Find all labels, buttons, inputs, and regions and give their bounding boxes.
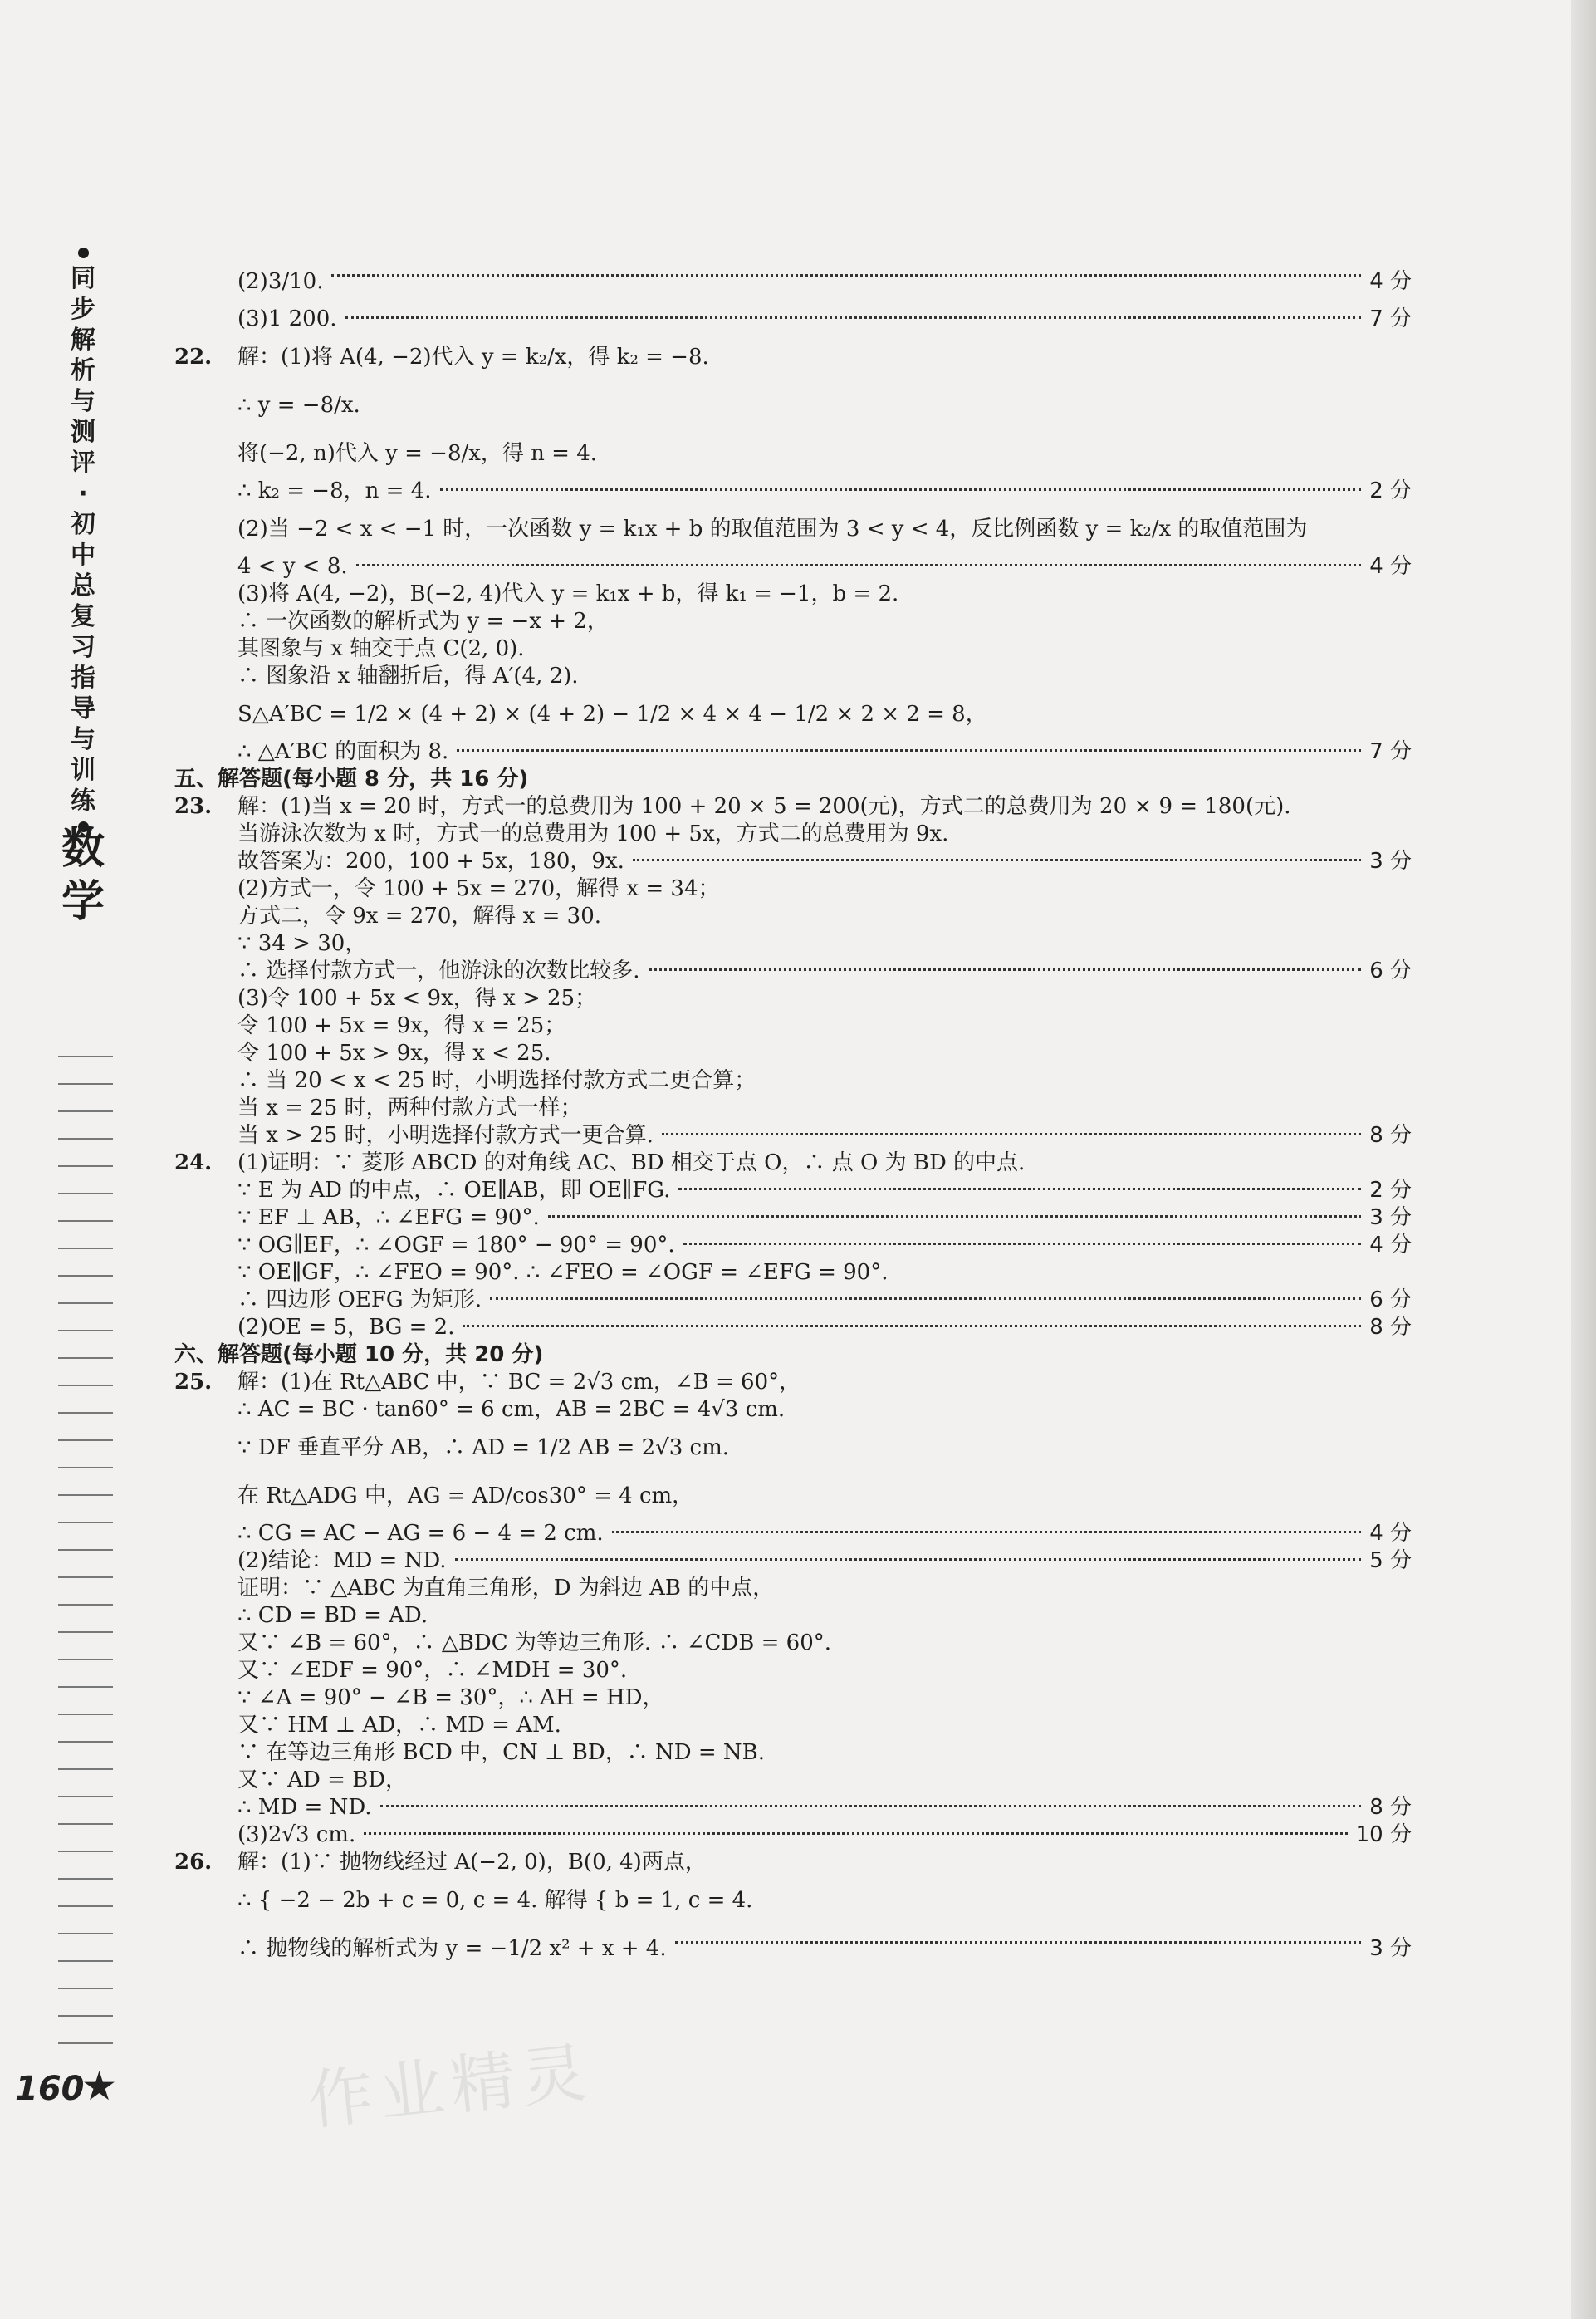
score-label: 6 分 (1369, 958, 1412, 983)
answer-content (174, 257, 1412, 1973)
dotted-leader (356, 564, 1362, 566)
dotted-leader (440, 488, 1362, 491)
answer-line (174, 958, 1412, 985)
answer-text: 故答案为：200，100 + 5x，180，9x. (237, 849, 624, 874)
answer-line (174, 663, 1412, 690)
answer-line (174, 1287, 1412, 1314)
answer-text: 解：(1)在 Rt△ABC 中，∵ BC = 2√3 cm，∠B = 60°， (237, 1370, 801, 1395)
answer-line (174, 1204, 1412, 1232)
answer-line (174, 1630, 1412, 1657)
answer-text: ∴ MD = ND. (237, 1795, 372, 1820)
answer-text: 又∵ AD = BD， (237, 1767, 408, 1792)
score-label: 8 分 (1369, 1123, 1412, 1148)
dotted-leader (463, 1325, 1361, 1327)
answer-text: 证明：∵ △ABC 为直角三角形，D 为斜边 AB 的中点， (237, 1576, 775, 1601)
score-label: 8 分 (1369, 1315, 1412, 1340)
answer-line (174, 581, 1412, 608)
answer-text: 当 x = 25 时，两种付款方式一样； (237, 1096, 582, 1120)
answer-text: 解：(1)∵ 抛物线经过 A(−2, 0)，B(0, 4)两点， (237, 1850, 707, 1875)
bullet-dot-icon (78, 248, 89, 258)
answer-line (174, 1396, 1412, 1424)
answer-text: ∴ CG = AC − AG = 6 − 4 = 2 cm. (237, 1521, 604, 1546)
section-heading (174, 1341, 1412, 1369)
spine-title (66, 243, 100, 837)
dotted-leader (633, 859, 1361, 861)
question-number: 25. (174, 1370, 213, 1395)
score-label: 5 分 (1369, 1548, 1412, 1573)
answer-line (174, 381, 1412, 429)
answer-line (174, 1602, 1412, 1630)
answer-line (174, 1739, 1412, 1767)
answer-text: ∴ { −2 − 2b + c = 0, c = 4. 解得 { b = 1, c = 4. (237, 1887, 753, 1913)
score-label: 2 分 (1369, 478, 1412, 503)
answer-text: (2)当 −2 < x < −1 时，一次函数 y = k₁x + b 的取值范围为 3 < y < 4，反比例函数 y = k₂/x 的取值范围为 (237, 516, 1308, 542)
answer-line (174, 306, 1412, 333)
answer-line (174, 1767, 1412, 1794)
dotted-leader (662, 1133, 1361, 1135)
answer-text: 其图象与 x 轴交于点 C(2, 0). (237, 636, 525, 661)
answer-text: ∵ 在等边三角形 BCD 中，CN ⊥ BD，∴ ND = NB. (237, 1740, 765, 1765)
answer-text: 解：(1)当 x = 20 时，方式一的总费用为 100 + 20 × 5 = 200(元)，方式二的总费用为 20 × 9 = 180(元). (237, 794, 1291, 819)
answer-text: 当游泳次数为 x 时，方式一的总费用为 100 + 5x，方式二的总费用为 9x. (237, 821, 949, 846)
answer-line (174, 608, 1412, 635)
section-title: 六、解答题(每小题 10 分，共 20 分) (174, 1342, 544, 1367)
answer-text: ∴ 抛物线的解析式为 y = −1/2 x² + x + 4. (237, 1935, 667, 1961)
answer-text: (3)将 A(4, −2)，B(−2, 4)代入 y = k₁x + b，得 k₁ = −1，b = 2. (237, 581, 899, 606)
series-title: 同步解析与测评·初中总复习指导与训练 (71, 264, 95, 816)
score-label: 3 分 (1369, 1935, 1412, 1961)
answer-line (174, 690, 1412, 738)
score-label: 4 分 (1369, 1233, 1412, 1258)
question-number: 24. (174, 1150, 213, 1175)
answer-line (174, 1924, 1412, 1973)
answer-line (174, 1684, 1412, 1712)
answer-text: ∵ OG∥EF，∴ ∠OGF = 180° − 90° = 90°. (237, 1233, 675, 1258)
dotted-leader (678, 1188, 1361, 1190)
answer-line (174, 1657, 1412, 1684)
star-icon: ★ (81, 2063, 118, 2110)
score-label: 7 分 (1369, 739, 1412, 764)
answer-text: 当 x > 25 时，小明选择付款方式一更合算. (237, 1123, 654, 1148)
answer-text: (2)方式一，令 100 + 5x = 270，解得 x = 34； (237, 876, 720, 901)
answer-text: ∵ DF 垂直平分 AB，∴ AD = 1/2 AB = 2√3 cm. (237, 1434, 730, 1460)
score-label: 3 分 (1369, 849, 1412, 874)
answer-text: ∴ 四边形 OEFG 为矩形. (237, 1287, 482, 1312)
answer-text: 将(−2, n)代入 y = −8/x，得 n = 4. (237, 440, 598, 466)
answer-line (174, 257, 1412, 306)
answer-line (174, 1067, 1412, 1095)
dotted-leader (548, 1215, 1361, 1218)
answer-text: 解：(1)将 A(4, −2)代入 y = k₂/x，得 k₂ = −8. (237, 344, 709, 370)
answer-line (174, 1150, 1412, 1177)
answer-text: 又∵ ∠EDF = 90°，∴ ∠MDH = 30°. (237, 1658, 628, 1683)
page-number: 160 (15, 2070, 85, 2108)
answer-line (174, 1122, 1412, 1150)
answer-text: 4 < y < 8. (237, 554, 348, 579)
answer-text: ∴ k₂ = −8，n = 4. (237, 478, 432, 503)
answer-line (174, 553, 1412, 581)
note-lines (58, 1030, 113, 2053)
answer-line (174, 1575, 1412, 1602)
answer-line (174, 930, 1412, 958)
answer-line (174, 1547, 1412, 1575)
answer-text: ∴ y = −8/x. (237, 392, 360, 418)
dotted-leader (455, 1558, 1362, 1561)
answer-text: (3)1 200. (237, 306, 337, 331)
score-label: 8 分 (1369, 1795, 1412, 1820)
question-number: 23. (174, 794, 213, 819)
answer-line (174, 821, 1412, 848)
score-label: 7 分 (1369, 306, 1412, 331)
answer-text: 方式二，令 9x = 270，解得 x = 30. (237, 904, 602, 929)
answer-line (174, 1520, 1412, 1547)
subject-label: 数学 (61, 824, 105, 927)
answer-text: 又∵ HM ⊥ AD，∴ MD = AM. (237, 1713, 561, 1738)
score-label: 10 分 (1355, 1822, 1412, 1847)
dotted-leader (649, 968, 1362, 971)
dotted-leader (345, 316, 1362, 319)
section-heading (174, 766, 1412, 793)
page-edge (1571, 0, 1596, 2319)
answer-text: 令 100 + 5x = 9x，得 x = 25； (237, 1013, 566, 1038)
answer-line (174, 429, 1412, 478)
answer-text: 令 100 + 5x > 9x，得 x < 25. (237, 1041, 551, 1066)
answer-line (174, 1424, 1412, 1472)
answer-text: 在 Rt△ADG 中，AG = AD/cos30° = 4 cm， (237, 1483, 694, 1508)
answer-text: (3)2√3 cm. (237, 1822, 356, 1847)
answer-text: ∴ AC = BC · tan60° = 6 cm，AB = 2BC = 4√3 cm. (237, 1397, 786, 1422)
dotted-leader (364, 1832, 1347, 1835)
answer-line (174, 1012, 1412, 1040)
answer-line (174, 875, 1412, 903)
answer-line (174, 1314, 1412, 1341)
answer-line (174, 848, 1412, 875)
answer-line (174, 1876, 1412, 1924)
answer-text: ∵ E 为 AD 的中点，∴ OE∥AB，即 OE∥FG. (237, 1178, 671, 1203)
answer-text: ∴ 图象沿 x 轴翻折后，得 A′(4, 2). (237, 664, 579, 689)
answer-line (174, 1849, 1412, 1876)
answer-line (174, 1040, 1412, 1067)
question-number: 26. (174, 1850, 213, 1875)
answer-text: ∵ 34 > 30， (237, 931, 367, 956)
score-label: 6 分 (1369, 1287, 1412, 1312)
score-label: 2 分 (1369, 1178, 1412, 1203)
answer-text: ∴ 当 20 < x < 25 时，小明选择付款方式二更合算； (237, 1068, 756, 1093)
answer-text: (2)OE = 5，BG = 2. (237, 1315, 455, 1340)
answer-text: (2)结论：MD = ND. (237, 1548, 447, 1573)
answer-text: S△A′BC = 1/2 × (4 + 2) × (4 + 2) − 1/2 × 4 × 4 − 1/2 × 2 × 2 = 8， (237, 701, 987, 727)
answer-line (174, 793, 1412, 821)
score-label: 4 分 (1369, 554, 1412, 579)
answer-text: ∵ OE∥GF，∴ ∠FEO = 90°. ∴ ∠FEO = ∠OGF = ∠EFG = 90°. (237, 1260, 889, 1285)
answer-line (174, 505, 1412, 553)
answer-line (174, 1712, 1412, 1739)
question-number: 22. (174, 344, 213, 370)
answer-line (174, 1232, 1412, 1259)
answer-line (174, 1369, 1412, 1396)
answer-text: ∴ 一次函数的解析式为 y = −x + 2， (237, 609, 609, 634)
watermark: 作业精灵 (304, 2035, 597, 2140)
answer-line (174, 1472, 1412, 1520)
dotted-leader (490, 1297, 1361, 1300)
answer-line (174, 1821, 1412, 1849)
answer-text: (2)3/10. (237, 268, 324, 294)
answer-text: 又∵ ∠B = 60°，∴ △BDC 为等边三角形. ∴ ∠CDB = 60°. (237, 1630, 832, 1655)
answer-line (174, 1259, 1412, 1287)
answer-text: ∵ EF ⊥ AB，∴ ∠EFG = 90°. (237, 1205, 540, 1230)
dotted-leader (675, 1941, 1362, 1944)
answer-text: (1)证明：∵ 菱形 ABCD 的对角线 AC、BD 相交于点 O，∴ 点 O 为 BD 的中点. (237, 1150, 1026, 1175)
answer-line (174, 738, 1412, 766)
answer-text: ∵ ∠A = 90° − ∠B = 30°，∴ AH = HD， (237, 1685, 664, 1710)
section-title: 五、解答题(每小题 8 分，共 16 分) (174, 767, 529, 792)
answer-line (174, 903, 1412, 930)
score-label: 4 分 (1369, 268, 1412, 294)
answer-line (174, 333, 1412, 381)
dotted-leader (380, 1805, 1362, 1807)
dotted-leader (612, 1531, 1362, 1533)
score-label: 3 分 (1369, 1205, 1412, 1230)
answer-line (174, 478, 1412, 505)
dotted-leader (457, 749, 1361, 752)
dotted-leader (683, 1243, 1362, 1245)
answer-text: (3)令 100 + 5x < 9x，得 x > 25； (237, 986, 597, 1011)
answer-text: ∴ △A′BC 的面积为 8. (237, 739, 449, 764)
answer-text: ∴ CD = BD = AD. (237, 1603, 428, 1628)
dotted-leader (331, 274, 1361, 277)
answer-line (174, 635, 1412, 663)
answer-line (174, 1095, 1412, 1122)
answer-line (174, 1794, 1412, 1821)
answer-line (174, 985, 1412, 1012)
answer-line (174, 1177, 1412, 1204)
answer-text: ∴ 选择付款方式一，他游泳的次数比较多. (237, 958, 640, 983)
score-label: 4 分 (1369, 1521, 1412, 1546)
